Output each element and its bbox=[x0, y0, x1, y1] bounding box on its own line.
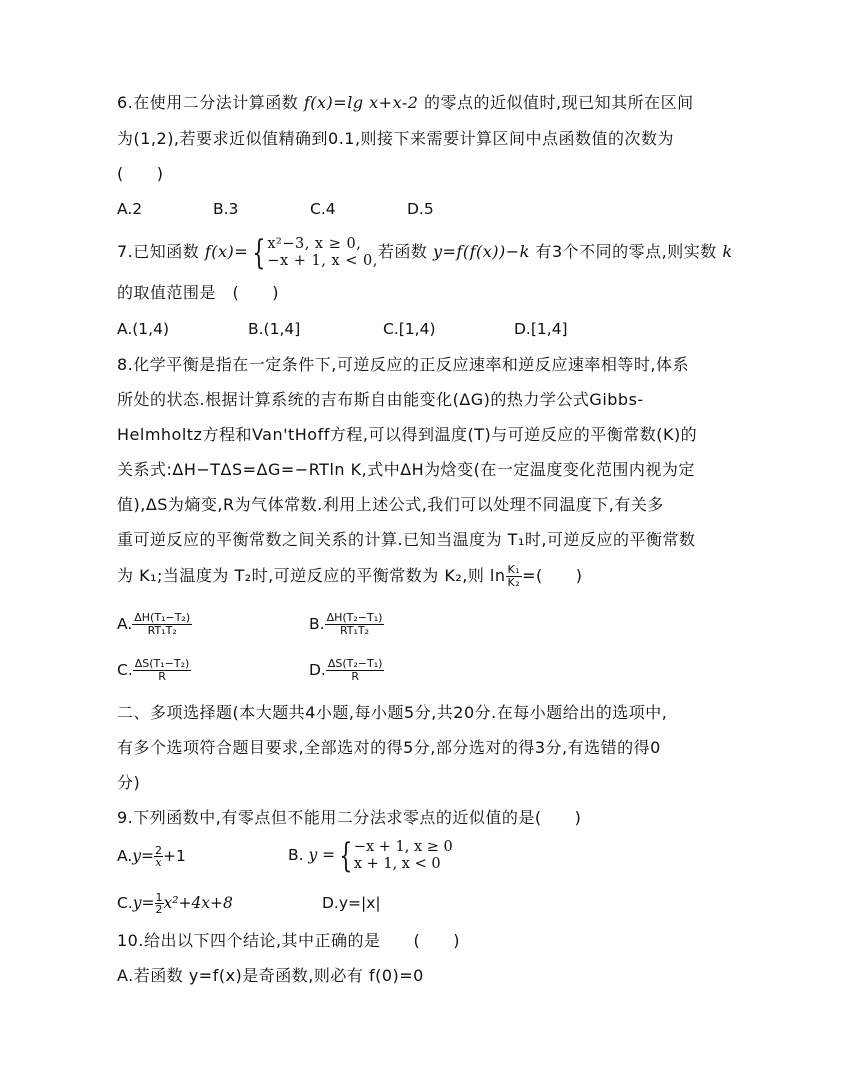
fraction-denominator: R bbox=[158, 670, 166, 683]
fraction-numerator: ΔS(T₂−T₁) bbox=[327, 657, 383, 670]
q10-option-a: A.若函数 y=f(x)是奇函数,则必有 f(0)=0 bbox=[117, 966, 424, 985]
option-fraction bbox=[133, 658, 192, 683]
q6-text: 6.在使用二分法计算函数 bbox=[117, 93, 304, 112]
q7-option-b: B.(1,4] bbox=[248, 320, 301, 338]
q8-text: =( ) bbox=[522, 566, 583, 585]
q8-option-c bbox=[117, 656, 191, 684]
section2-line1: 二、多项选择题(本大题共4小题,每小题5分,共20分.在每小题给出的选项中, bbox=[117, 703, 668, 722]
fraction-denominator: RT₁T₂ bbox=[339, 624, 370, 637]
fraction-denominator: RT₁T₂ bbox=[147, 624, 177, 637]
q6-line2: 为(1,2),若要求近似值精确到0.1,则接下来需要计算区间中点函数值的次数为 bbox=[117, 129, 675, 148]
q9-option-b bbox=[288, 836, 453, 874]
option-math: y = bbox=[308, 846, 336, 864]
q6-option-b: B.3 bbox=[213, 200, 239, 218]
q7-line1 bbox=[117, 232, 733, 273]
option-math: y= bbox=[132, 894, 155, 912]
fraction-numerator: ΔS(T₁−T₂) bbox=[134, 657, 190, 670]
option-label: D. bbox=[309, 661, 326, 679]
section2-line3: 分) bbox=[117, 773, 141, 792]
q9-option-d: D.y=|x| bbox=[322, 894, 381, 912]
q9-b-piecewise bbox=[354, 839, 453, 873]
left-brace-icon: { bbox=[339, 835, 353, 876]
q8-line3: Helmholtz方程和Van'tHoff方程,可以得到温度(T)与可逆反应的平衡常数(K)的 bbox=[117, 425, 698, 444]
q6-line1 bbox=[117, 93, 694, 113]
q9-option-a bbox=[117, 838, 186, 874]
option-fraction bbox=[325, 612, 385, 637]
q7-option-a: A.(1,4) bbox=[117, 320, 170, 338]
q10-stem: 10.给出以下四个结论,其中正确的是 ( ) bbox=[117, 931, 461, 950]
option-fraction bbox=[155, 892, 164, 915]
fraction-numerator: 1 bbox=[155, 891, 163, 904]
option-fraction bbox=[154, 845, 163, 868]
q7-composite-function: y=f(f(x))−k bbox=[432, 242, 530, 261]
fraction-numerator: K₁ bbox=[507, 563, 521, 576]
q6-line3: ( ) bbox=[117, 164, 164, 183]
q8-line1: 8.化学平衡是指在一定条件下,可逆反应的正反应速率和逆反应速率相等时,体系 bbox=[117, 355, 689, 374]
q8-line4: 关系式:ΔH−TΔS=ΔG=−RTln K,式中ΔH为焓变(在一定温度变化范围内视为定 bbox=[117, 460, 695, 479]
q7-case-2: −x + 1, x < 0, bbox=[267, 252, 378, 269]
q7-case-1: x²−3, x ≥ 0, bbox=[267, 235, 362, 252]
q7-option-d: D.[1,4] bbox=[514, 320, 568, 338]
q8-option-d bbox=[309, 656, 384, 684]
fraction-denominator: R bbox=[351, 670, 359, 683]
q9-stem: 9.下列函数中,有零点但不能用二分法求零点的近似值的是( ) bbox=[117, 808, 582, 827]
option-fraction bbox=[132, 612, 192, 637]
fraction-numerator: ΔH(T₂−T₁) bbox=[326, 611, 383, 624]
fraction-denominator: K₂ bbox=[507, 576, 521, 589]
q6-option-c: C.4 bbox=[310, 200, 336, 218]
q9-option-c bbox=[117, 886, 233, 920]
q7-text: 若函数 bbox=[377, 242, 433, 261]
q6-function: f(x)=lg x+x-2 bbox=[303, 93, 419, 112]
fraction-numerator: 2 bbox=[155, 844, 163, 857]
fraction-denominator: 2 bbox=[155, 903, 163, 916]
q7-text: 7.已知函数 bbox=[117, 242, 205, 261]
option-label: B. bbox=[309, 615, 325, 633]
option-math: +1 bbox=[163, 847, 186, 865]
q8-line7 bbox=[117, 562, 583, 590]
q8-line6: 重可逆反应的平衡常数之间关系的计算.已知当温度为 T₁时,可逆反应的平衡常数 bbox=[117, 530, 696, 549]
q7-option-c: C.[1,4) bbox=[383, 320, 436, 338]
q9-b-case-1: −x + 1, x ≥ 0 bbox=[353, 838, 453, 855]
option-fraction bbox=[326, 658, 385, 683]
q9-b-case-2: x + 1, x < 0 bbox=[353, 855, 441, 872]
q8-line2: 所处的状态.根据计算系统的吉布斯自由能变化(ΔG)的热力学公式Gibbs- bbox=[117, 390, 644, 409]
q8-option-a bbox=[117, 610, 192, 638]
q6-text: 的零点的近似值时,现已知其所在区间 bbox=[418, 93, 694, 112]
option-label: B. bbox=[288, 846, 304, 864]
q6-option-d: D.5 bbox=[407, 200, 434, 218]
fraction-numerator: ΔH(T₁−T₂) bbox=[134, 611, 191, 624]
option-math: y= bbox=[132, 847, 155, 865]
option-label: C. bbox=[117, 894, 133, 912]
q7-k: k bbox=[722, 242, 733, 261]
option-label: C. bbox=[117, 661, 133, 679]
option-label: A. bbox=[117, 615, 133, 633]
q7-piecewise bbox=[267, 236, 378, 270]
section2-line2: 有多个选项符合题目要求,全部选对的得5分,部分选对的得3分,有选错的得0 bbox=[117, 738, 661, 757]
q7-function-lhs: f(x)= bbox=[204, 242, 249, 261]
q6-option-a: A.2 bbox=[117, 200, 143, 218]
option-math: x²+4x+8 bbox=[163, 894, 233, 912]
q8-text: 为 K₁;当温度为 T₂时,可逆反应的平衡常数为 K₂,则 ln bbox=[117, 566, 506, 585]
q7-text: 有3个不同的零点,则实数 bbox=[529, 242, 723, 261]
q8-line5: 值),ΔS为熵变,R为气体常数.利用上述公式,我们可以处理不同温度下,有关多 bbox=[117, 495, 664, 514]
q8-option-b bbox=[309, 610, 384, 638]
q8-ratio-fraction bbox=[506, 564, 523, 589]
fraction-denominator: x bbox=[155, 856, 162, 869]
left-brace-icon: { bbox=[252, 232, 266, 273]
option-label: A. bbox=[117, 847, 133, 865]
q7-line2: 的取值范围是 ( ) bbox=[117, 283, 279, 302]
